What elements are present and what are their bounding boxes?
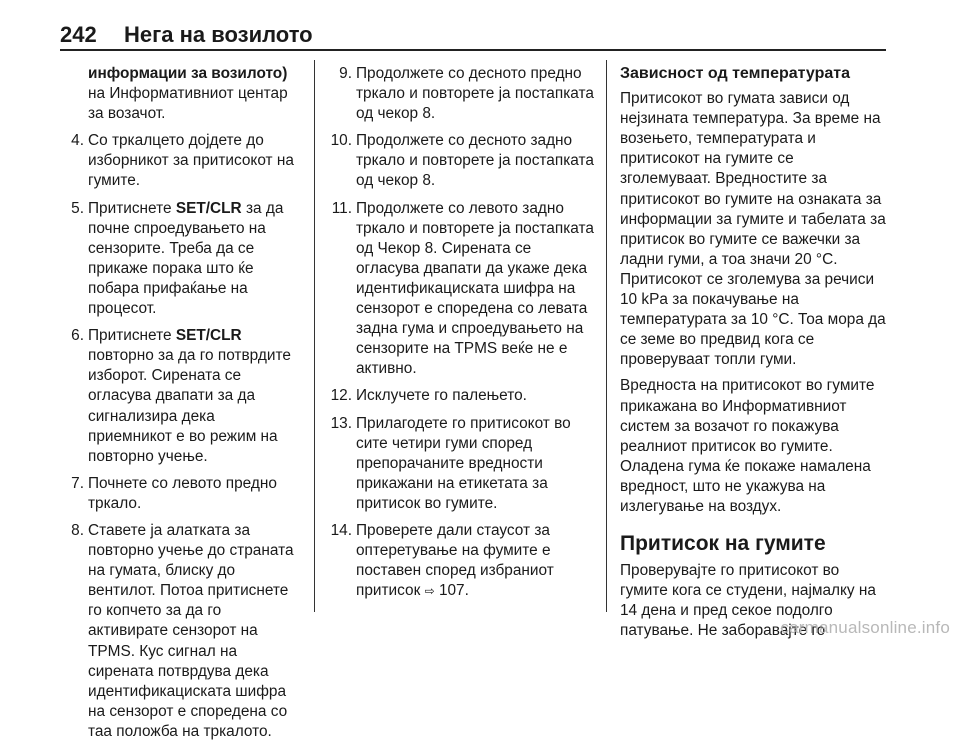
step-item: 6. Притиснете SET/CLR повторно за да го потврдите изборот. Сирената се огласува двапати за да сигнализира дека приемникот е во режим на повторно учење. — [60, 326, 300, 467]
page-reference-link[interactable]: 107. — [438, 582, 469, 600]
subheading-temperature: Зависност од температурата — [620, 65, 850, 82]
button-label-set-clr: SET/CLR — [175, 199, 242, 217]
section-heading-tire-pressure: Притисок на гумите — [620, 532, 826, 556]
step-item: 13. Прилагодете го притисокот во сите четири гуми според препорачаните вредности прикажани на етикетата за притисок во гумите. — [328, 414, 596, 514]
button-label-set-clr: SET/CLR — [175, 327, 242, 345]
step-item: 9. Продолжете со десното предно тркало и повторете ја постапката од чекор 8. — [328, 64, 596, 124]
header-rule — [60, 49, 886, 51]
step-number: 6. — [71, 327, 84, 345]
step-item: 12. Исклучете го палењето. — [328, 386, 596, 406]
step-number: 10. — [330, 132, 352, 150]
page-header — [60, 22, 960, 50]
paragraph: Проверувајте го притисокот во гумите кога се студени, најмалку на 14 дена и пред секое подолго патување. Не заборавајте го — [620, 562, 876, 640]
column-divider-2 — [606, 60, 607, 612]
step-item: 14. Проверете дали стаусот за оптеретување на фумите е поставен според избраниот притисок ⇨ 107. — [328, 521, 596, 601]
step-item: 8. Ставете ја алатката за повторно учење до страната на гумата, блиску до вентилот. Потоа притиснете го копчето за да го активирате сензорот на TPMS. Кус сигнал на сирената потврдува дека идентификациската шифра на сензорот е споредена со таа положба на тркалото. — [60, 521, 300, 742]
step-item: 10. Продолжете со десното задно тркало и повторете ја постапката од чекор 8. — [328, 131, 596, 191]
step-number: 9. — [339, 65, 352, 82]
column-2 — [328, 64, 596, 608]
column-1 — [60, 64, 300, 749]
step-number: 7. — [71, 474, 84, 492]
step-number: 14. — [330, 521, 352, 539]
running-title: Нега на возилото — [124, 22, 313, 47]
paragraph: Вредноста на притисокот во гумите прикажана во Информативниот систем за возачот го покажува реалниот притисок во гумите. Оладена гума ќе покаже намалена вредност, што не укажува на излегување на воздух. — [620, 377, 875, 515]
step-number: 4. — [71, 132, 84, 150]
page-number: 242 — [60, 22, 97, 47]
page-reference-arrow-icon: ⇨ — [424, 584, 435, 599]
paragraph: Притисокот во гумата зависи од нејзината температура. За време на возењето, температурата и притисокот на гумите се зголемуваат. Вредностите за притисокот во гумите на ознаката за информации за гумите и табелата за притисок во гумите се важечки за ладни гуми, а тоа значи 20 °C. Притисокот се зголемува за речиси 10 kPa за покачување на температурата за 10 °C. Тоа мора да се земе во предвид кога се проверуваат топли гуми. — [620, 90, 886, 369]
step-item: 7. Почнете со левото предно тркало. — [60, 474, 300, 514]
step-item: 11. Продолжете со левото задно тркало и повторете ја постапката од Чекор 8. Сирената се огласува двапати да укаже дека идентификациската шифра на сензорот е споредена со левата задна гума и спроедувањето на сензорите на TPMS веќе не е активно. — [328, 199, 596, 380]
step-item: 4. Со тркалцето дојдете до изборникот за притисокот на гумите. — [60, 131, 300, 191]
step-number: 13. — [330, 414, 352, 432]
step-number: 5. — [71, 199, 84, 217]
step-number: 12. — [330, 387, 352, 405]
step-item: 5. Притиснете SET/CLR за да почне спроедувањето на сензорите. Треба да се прикаже порака што ќе побара прифаќање на процесот. — [60, 199, 300, 320]
continued-step-text: информации за возилото) на Информативниот центар за возачот. — [88, 65, 288, 123]
column-divider-1 — [314, 60, 315, 612]
column-3 — [620, 64, 888, 647]
step-number: 11. — [331, 199, 352, 217]
step-number: 8. — [71, 521, 84, 539]
watermark: carmanualsonline.info — [780, 618, 950, 637]
